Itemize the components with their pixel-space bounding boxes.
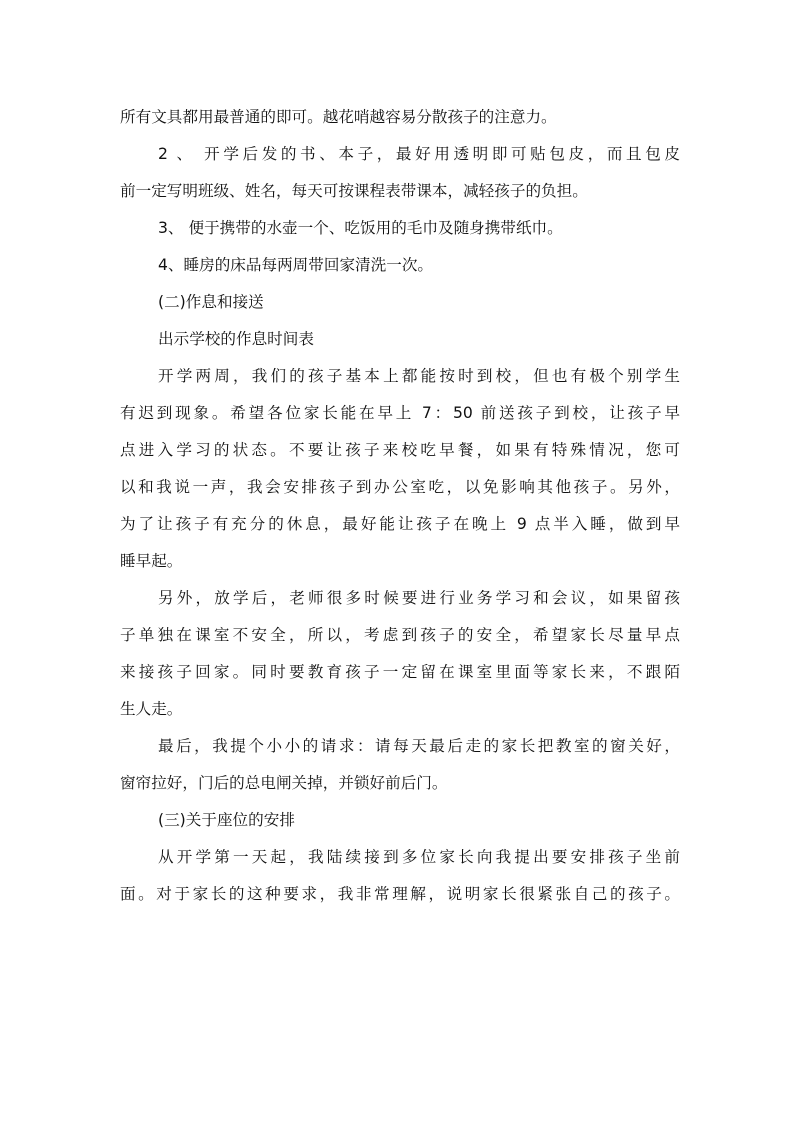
paragraph-line: 来接孩子回家。同时要教育孩子一定留在课室里面等家长来，不跟陌 <box>120 663 680 681</box>
paragraph-line: 最后，我提个小小的请求：请每天最后走的家长把教室的窗关好， <box>158 737 680 755</box>
paragraph-line: 窗帘拉好，门后的总电闸关掉，并锁好前后门。 <box>120 774 448 792</box>
paragraph-line: 3、 便于携带的水壶一个、吃饭用的毛巾及随身携带纸巾。 <box>158 219 563 237</box>
paragraph-line: 2 、 开学后发的书、本子，最好用透明即可贴包皮，而且包皮 <box>158 145 680 163</box>
paragraph-line: 出示学校的作息时间表 <box>158 330 314 348</box>
paragraph-line: 所有文具都用最普通的即可。越花哨越容易分散孩子的注意力。 <box>120 108 557 126</box>
paragraph-line: 点进入学习的状态。不要让孩子来校吃早餐，如果有特殊情况，您可 <box>120 441 680 459</box>
paragraph-line: (三)关于座位的安排 <box>158 811 295 829</box>
paragraph-line: 4、睡房的床品每两周带回家清洗一次。 <box>158 256 434 274</box>
paragraph-line: 有迟到现象。希望各位家长能在早上 7：50 前送孩子到校，让孩子早 <box>120 404 680 422</box>
paragraph-line: 睡早起。 <box>120 552 183 570</box>
paragraph-line: 为了让孩子有充分的休息，最好能让孩子在晚上 9 点半入睡，做到早 <box>120 515 680 533</box>
paragraph-line: 开学两周，我们的孩子基本上都能按时到校，但也有极个别学生 <box>158 367 680 385</box>
paragraph-line: 以和我说一声，我会安排孩子到办公室吃，以免影响其他孩子。另外， <box>120 478 680 496</box>
paragraph-line: 从开学第一天起，我陆续接到多位家长向我提出要安排孩子坐前 <box>158 848 680 866</box>
paragraph-line: 生人走。 <box>120 700 183 718</box>
paragraph-line: 前一定写明班级、姓名，每天可按课程表带课本，减轻孩子的负担。 <box>120 182 588 200</box>
paragraph-line: (二)作息和接送 <box>158 293 264 311</box>
document-body <box>120 99 680 913</box>
paragraph-line: 面。对于家长的这种要求，我非常理解，说明家长很紧张自己的孩子。 <box>120 885 680 903</box>
paragraph-line: 子单独在课室不安全，所以，考虑到孩子的安全，希望家长尽量早点 <box>120 626 680 644</box>
paragraph-line: 另外，放学后，老师很多时候要进行业务学习和会议，如果留孩 <box>158 589 680 607</box>
